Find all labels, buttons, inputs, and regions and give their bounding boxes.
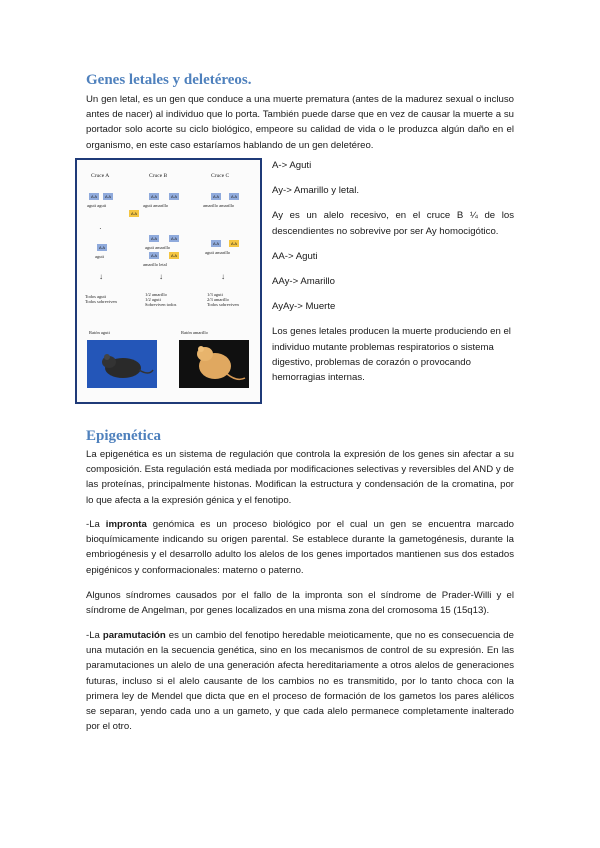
section-title-lethal-genes: Genes letales y deletéreos. [86, 72, 252, 88]
allele-chip: A A [212, 241, 219, 246]
photo-label-aguti: Ratón aguti [89, 330, 110, 335]
cross-b-parents: aguti amarillo [143, 203, 169, 208]
cross-b-mid1: aguti amarillo [145, 245, 171, 250]
syndromes-paragraph: Algunos síndromes causados por el fallo de la impronta son el síndrome de Prader-Willi y el síndrome de Angelman, por genes localizados en una misma zona del cromosoma 15 (15q13). [86, 590, 514, 617]
note-ayay: AyAy-> Muerte [272, 301, 336, 313]
cross-c-parents: amarillo amarillo [203, 203, 235, 208]
note-aay: AAy-> Amarillo [272, 276, 336, 288]
allele-chip: A A [170, 194, 177, 199]
cross-c-child: aguti amarillo [205, 250, 231, 255]
allele-chip: A A [98, 245, 105, 250]
lethal-genes-intro: Un gen letal, es un gen que conduce a una muerte prematura (antes de la madurez sexual o incluso antes de nacer) al individuo que lo porta. También puede darse que en vez de causar la muerte a su portador solo acorte su ciclo biológico, empeore su calidad de vida o le produzca algún daño en el organismo, en este caso estaríamos hablando de un gen deletéreo. [86, 94, 514, 151]
genetic-cross-figure [75, 158, 262, 404]
note-aa: AA-> Aguti [272, 250, 318, 262]
paramutacion-paragraph: -La paramutación es un cambio del fenotipo heredable meioticamente, que no es consecuencia de una mutación en la secuencia genética, sino en los mecanismos de control de su expresión. En las paramutaciones un alelo de una generación afecta hereditariamente a otros alelos de generaciones futuras, incluso si el alelo causante de los cambios no es transmitido, por lo tanto choca con la primera ley de Mendel que dicta que en el proceso de formación de los gametos los pares alélicos se separan, yendo cada uno a un gameto, y que cada alelo permanece completamente inalterado por el otro. [86, 630, 514, 733]
arrow-down-icon: ↓ [159, 272, 163, 281]
section-title-epigenetics: Epigenética [86, 428, 161, 444]
note-aguti: A-> Aguti [272, 160, 312, 171]
arrow-down-icon: ↓ [99, 272, 103, 281]
allele-chip-yellow: A A [130, 211, 137, 216]
cross-b-mid2: amarillo letal [143, 262, 167, 267]
note-recessive: Ay es un alelo recesivo, en el cruce B ¼ de los descendientes no sobrevive por ser Ay homocigótico. [272, 210, 514, 237]
allele-chip: A A [150, 236, 157, 241]
arrow-down-icon: ↓ [221, 272, 225, 281]
cross-c-label: Cruce C [211, 173, 230, 179]
allele-chip: A A [212, 194, 219, 199]
impronta-paragraph: -La impronta genómica es un proceso biológico por el cual un gen se encuentra marcado bioquímicamente indicando su origen parental. Se establece durante la gametogénesis, durante la embriogénesis y el desarrollo adulto los alelos de los genes importados mantienen sus dos estados epigénicos y conformacionales: materno o paterno. [86, 519, 514, 576]
cross-a-label: Cruce A [91, 173, 110, 179]
cross-b-result: 1/2 amarillo 1/2 aguti Sobreviven todos [145, 292, 177, 307]
note-lethal-effects: Los genes letales producen la muerte produciendo en el individuo mutante problemas respiratorios o sistema digestivo, problemas de corazón o provocando hemorragias internas. [272, 326, 511, 384]
aguti-mouse-photo [87, 340, 157, 388]
impronta-term: impronta [105, 519, 147, 530]
cross-a-result: Todos aguti Todos sobreviven [85, 294, 117, 304]
photo-label-amarillo: Ratón amarillo [181, 330, 208, 335]
note-amarillo-letal: Ay-> Amarillo y letal. [272, 185, 359, 197]
arrow-down-icon: · [99, 224, 102, 233]
yellow-mouse-photo [179, 340, 249, 388]
allele-chip-yellow: A A [230, 241, 237, 246]
cross-b-label: Cruce B [149, 173, 168, 179]
allele-chip: A A [90, 194, 97, 199]
cross-a-parents: aguti aguti [87, 203, 107, 208]
allele-chip: A A [104, 194, 111, 199]
allele-chip: A A [150, 194, 157, 199]
cross-a-child: aguti [95, 254, 104, 259]
allele-notes [272, 158, 514, 385]
allele-chip: A A [170, 236, 177, 241]
allele-chip: A A [230, 194, 237, 199]
cross-c-result: 1/3 aguti 2/3 amarillo Todos sobreviven [207, 292, 239, 307]
paramutacion-term: paramutación [102, 630, 166, 641]
allele-chip-yellow: A A [170, 253, 177, 258]
allele-chip: A A [150, 253, 157, 258]
epigenetics-intro: La epigenética es un sistema de regulación que controla la expresión de los genes sin afectar a su composición. Esta regulación está mediada por modificaciones selectivas y reversibles del AND y de las proteínas, principalmente histonas. Modifican la estructura y condensación de la cromatina, por lo que afecta a la expresión génica y el fenotipo. [86, 449, 514, 506]
